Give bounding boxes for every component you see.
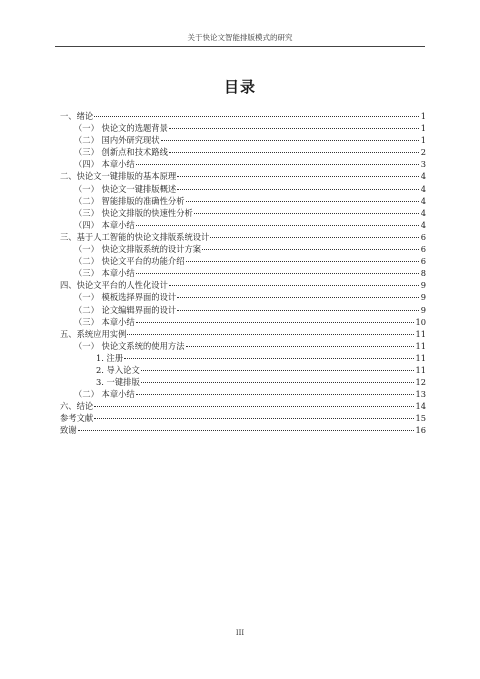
toc-entry[interactable] [60,279,426,291]
toc-entry[interactable] [60,364,426,376]
toc-entry-label: （三） 创新点和技术路线 [74,147,168,158]
toc-entry-label: （二） 快论文平台的功能介绍 [74,256,185,267]
toc-leader-dots [127,334,414,335]
toc-entry-label: 三、基于人工智能的快论文排版系统设计 [60,231,210,242]
toc-entry[interactable] [60,352,426,364]
toc-entry-label: （一） 快论文排版系统的设计方案 [74,244,202,255]
header-rule [55,46,425,47]
toc-entry[interactable] [60,134,426,146]
toc-leader-dots [202,249,419,250]
toc-entry-label: （一） 模板选择界面的设计 [74,292,177,303]
toc-entry-label: （二） 国内外研究现状 [74,135,160,146]
toc-entry-page: 11 [415,328,426,339]
toc-entry-page: 15 [415,413,426,424]
toc-entry[interactable] [60,122,426,134]
toc-entry-label: 2. 导入论文 [96,364,140,375]
toc-entry[interactable] [60,316,426,328]
toc-entry-label: （一） 快论文系统的使用方法 [74,340,185,351]
toc-entry-page: 9 [420,304,426,315]
toc-entry-page: 9 [420,292,426,303]
toc-entry[interactable] [60,207,426,219]
toc-entry-page: 6 [420,256,426,267]
toc-entry-page: 16 [415,425,426,436]
toc-entry[interactable] [60,183,426,195]
toc-leader-dots [141,382,415,383]
toc-entry[interactable] [60,146,426,158]
toc-title: 目录 [223,78,256,96]
toc-leader-dots [161,140,419,141]
toc-entry-page: 10 [415,316,426,327]
toc-entry-page: 13 [415,389,426,400]
toc-leader-dots [136,273,419,274]
toc-entry-label: （四） 本章小结 [74,159,135,170]
toc-entry-label: （三） 快论文排版的快速性分析 [74,207,193,218]
toc-entry-page: 11 [415,340,426,351]
toc-entry[interactable] [60,267,426,279]
toc-leader-dots [94,116,419,117]
toc-entry-page: 3 [420,159,426,170]
toc-entry-label: 四、快论文平台的人性化设计 [60,280,168,291]
toc-entry-label: 3. 一键排版 [96,377,140,388]
toc-entry[interactable] [60,412,426,424]
toc-entry[interactable] [60,304,426,316]
toc-leader-dots [136,394,415,395]
toc-entry-page: 6 [420,244,426,255]
toc-entry[interactable] [60,376,426,388]
toc-leader-dots [141,370,415,371]
toc-entry-label: 五、系统应用实例 [60,328,127,339]
toc-entry-label: （一） 快论文的选题背景 [74,123,168,134]
toc-leader-dots [136,322,415,323]
toc-entry-label: （三） 本章小结 [74,316,135,327]
toc-entry-label: 致谢 [60,425,77,436]
toc-leader-dots [124,358,414,359]
toc-leader-dots [177,310,419,311]
running-header: 关于快论文智能排版模式的研究 [187,33,293,42]
toc-entry-page: 4 [420,195,426,206]
toc-entry-label: 1. 注册 [96,352,124,363]
toc-entry-label: （二） 本章小结 [74,389,135,400]
toc-leader-dots [136,225,419,226]
table-of-contents [60,110,426,437]
toc-entry-page: 9 [420,280,426,291]
toc-entry[interactable] [60,110,426,122]
toc-entry-label: 参考文献 [60,413,94,424]
toc-leader-dots [177,189,419,190]
toc-entry-page: 11 [415,364,426,375]
toc-entry[interactable] [60,255,426,267]
toc-entry[interactable] [60,424,426,436]
toc-entry[interactable] [60,328,426,340]
toc-leader-dots [169,152,419,153]
toc-leader-dots [186,346,415,347]
toc-entry[interactable] [60,388,426,400]
page-number: III [235,629,245,637]
toc-entry-page: 11 [415,352,426,363]
toc-entry-label: 六、结论 [60,401,94,412]
toc-leader-dots [78,430,415,431]
toc-entry[interactable] [60,291,426,303]
toc-entry[interactable] [60,231,426,243]
toc-entry-page: 6 [420,231,426,242]
toc-leader-dots [94,406,414,407]
toc-entry-page: 1 [420,111,426,121]
toc-leader-dots [210,237,419,238]
toc-entry[interactable] [60,340,426,352]
toc-entry-label: （一） 快论文一键排版概述 [74,183,177,194]
toc-entry-page: 2 [420,147,426,158]
toc-entry[interactable] [60,170,426,182]
toc-leader-dots [194,213,419,214]
toc-leader-dots [186,201,420,202]
toc-entry-page: 1 [420,135,426,146]
toc-entry[interactable] [60,219,426,231]
toc-entry-label: （三） 本章小结 [74,268,135,279]
toc-entry-page: 8 [420,268,426,279]
toc-leader-dots [169,128,419,129]
toc-leader-dots [177,176,419,177]
toc-leader-dots [169,285,419,286]
toc-entry-page: 4 [420,219,426,230]
toc-entry-label: （二） 论文编辑界面的设计 [74,304,177,315]
toc-entry-page: 12 [415,377,426,388]
toc-entry-label: （四） 本章小结 [74,219,135,230]
toc-entry[interactable] [60,195,426,207]
toc-entry-page: 14 [415,401,426,412]
toc-entry[interactable] [60,243,426,255]
toc-entry-label: 一、绪论 [60,111,94,121]
toc-entry[interactable] [60,400,426,412]
toc-leader-dots [186,261,420,262]
toc-leader-dots [177,297,419,298]
toc-entry-label: （二） 智能排版的准确性分析 [74,195,185,206]
toc-entry-page: 1 [420,123,426,134]
toc-entry-page: 4 [420,183,426,194]
toc-entry-label: 二、快论文一键排版的基本原理 [60,171,177,182]
toc-leader-dots [94,418,414,419]
toc-leader-dots [136,164,419,165]
toc-entry-page: 4 [420,207,426,218]
toc-entry-page: 4 [420,171,426,182]
toc-entry[interactable] [60,158,426,170]
